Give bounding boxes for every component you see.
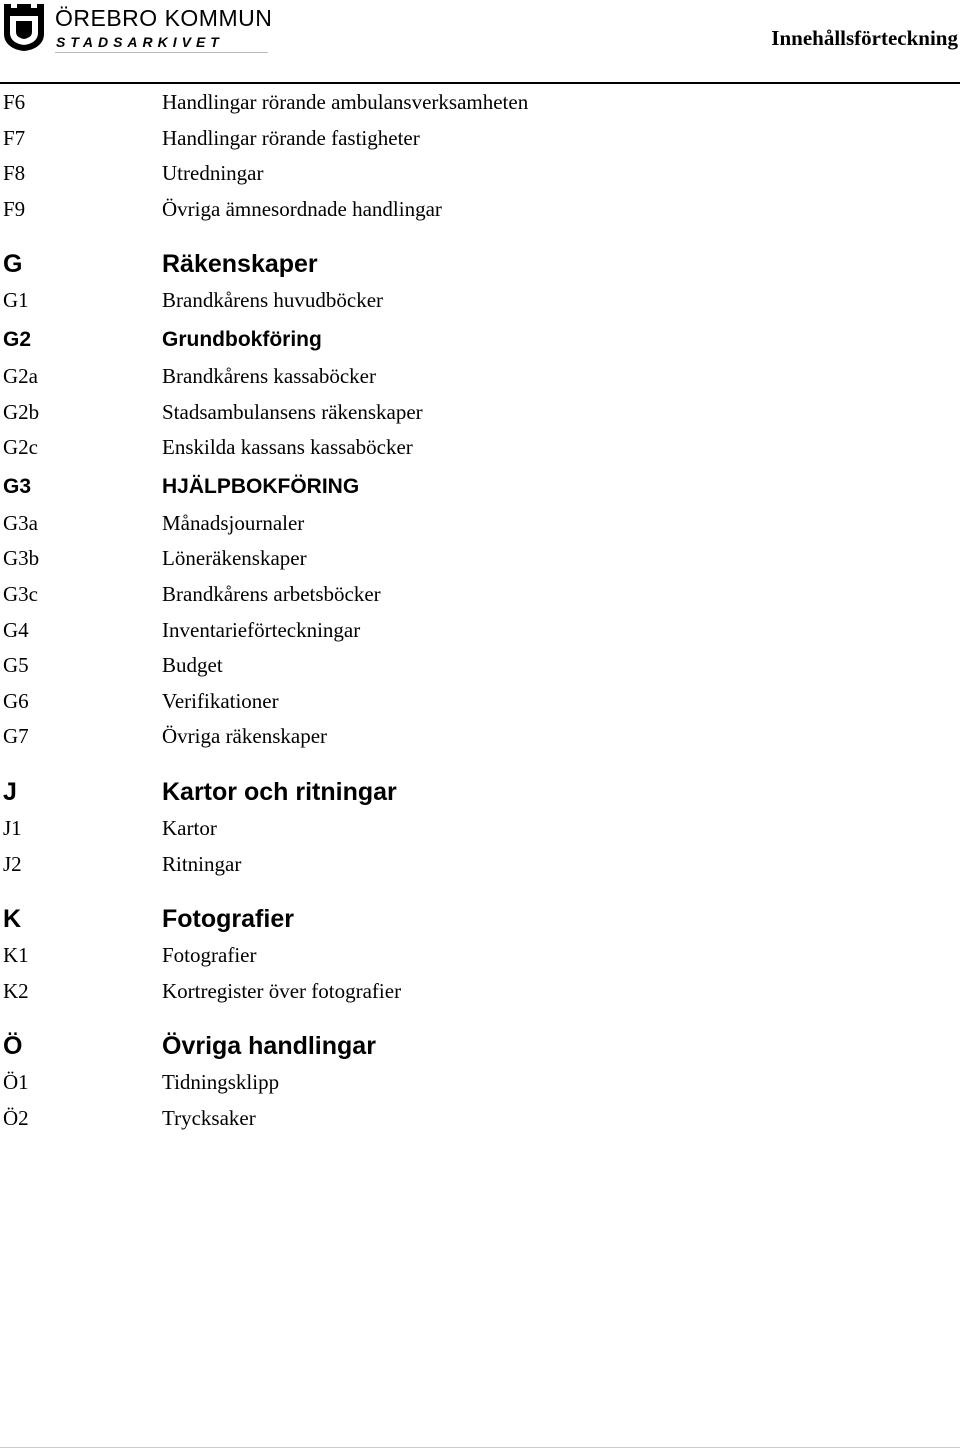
page-title: Innehållsförteckning: [771, 26, 958, 50]
logo-divider: [55, 52, 268, 53]
toc-entry: [0, 155, 960, 191]
toc-section-heading: [0, 226, 960, 282]
toc-label: Fotografier: [162, 943, 257, 968]
toc-entry: [0, 612, 960, 648]
toc-entry: [0, 647, 960, 683]
toc-label: Brandkårens kassaböcker: [162, 363, 376, 388]
toc-entry: [0, 1100, 960, 1136]
toc-label: Övriga ämnesordnade handlingar: [162, 196, 442, 221]
toc-code: J1: [3, 815, 22, 840]
toc-entry: [0, 282, 960, 318]
toc-code: G2b: [3, 399, 40, 424]
toc-section-heading: [0, 754, 960, 810]
toc-code: F6: [3, 90, 26, 114]
toc-code: G2: [3, 327, 32, 351]
toc-code: G3c: [3, 581, 38, 606]
toc-entry: [0, 718, 960, 754]
toc-code: F9: [3, 196, 26, 221]
toc-code: J2: [3, 851, 22, 876]
toc-subsection-heading: [0, 318, 960, 358]
toc-entry: [0, 540, 960, 576]
orebro-kommun-logo: [0, 0, 273, 54]
toc-label: Stadsambulansens räkenskaper: [162, 399, 423, 424]
toc-section-heading: [0, 881, 960, 937]
logo-organization-name: ÖREBRO KOMMUN: [55, 5, 273, 31]
toc-code: G2a: [3, 363, 38, 388]
toc-code: J: [3, 777, 17, 806]
toc-entry: [0, 191, 960, 227]
toc-entry: [0, 973, 960, 1009]
toc-subsection-heading: [0, 465, 960, 505]
toc-entry: [0, 576, 960, 612]
toc-label: Löneräkenskaper: [162, 546, 307, 571]
toc-entry: [0, 394, 960, 430]
toc-label: Kartor och ritningar: [162, 777, 397, 806]
toc-code: K2: [3, 978, 29, 1003]
toc-entry: [0, 358, 960, 394]
toc-label: HJÄLPBOKFÖRING: [162, 474, 360, 498]
toc-label: Månadsjournaler: [162, 510, 305, 535]
toc-entry: [0, 84, 960, 120]
toc-label: Räkenskaper: [162, 250, 318, 279]
toc-label: Brandkårens huvudböcker: [162, 288, 384, 313]
toc-label: Utredningar: [162, 161, 264, 186]
toc-code: G3: [3, 474, 32, 498]
toc-code: K1: [3, 943, 29, 968]
toc-code: K: [3, 905, 22, 934]
toc-code: G3a: [3, 510, 38, 535]
toc-code: Ö1: [3, 1070, 29, 1095]
toc-entry: [0, 429, 960, 465]
toc-section-heading: [0, 1008, 960, 1064]
toc-entry: [0, 937, 960, 973]
toc-label: Handlingar rörande ambulansverksamheten: [162, 90, 529, 114]
toc-label: Fotografier: [162, 905, 294, 934]
toc-label: Ritningar: [162, 851, 242, 876]
toc-entry: [0, 505, 960, 541]
toc-label: Brandkårens arbetsböcker: [162, 581, 381, 606]
toc-label: Enskilda kassans kassaböcker: [162, 435, 413, 460]
logo-department-name: STADSARKIVET: [56, 34, 224, 50]
toc-entry: [0, 683, 960, 719]
toc-label: Tidningsklipp: [162, 1070, 280, 1095]
toc-label: Övriga handlingar: [162, 1032, 376, 1061]
toc-code: G1: [3, 288, 29, 313]
toc-label: Övriga räkenskaper: [162, 724, 328, 749]
toc-entry: [0, 120, 960, 156]
castle-emblem-icon: [2, 2, 46, 52]
toc-label: Budget: [162, 653, 223, 678]
toc-code: F8: [3, 161, 26, 186]
toc-code: Ö: [3, 1032, 23, 1061]
toc-entry: [0, 846, 960, 882]
toc-code: Ö2: [3, 1105, 29, 1130]
toc-label: Verifikationer: [162, 688, 279, 713]
toc-label: Kortregister över fotografier: [162, 978, 402, 1003]
toc-label: Kartor: [162, 815, 217, 840]
toc-label: Grundbokföring: [162, 327, 322, 351]
toc-code: G3b: [3, 546, 40, 571]
toc-label: Inventarieförteckningar: [162, 617, 361, 642]
footer-divider: [0, 1447, 960, 1448]
toc-entry: [0, 1064, 960, 1100]
toc-code: G: [3, 250, 23, 279]
toc-code: G5: [3, 653, 29, 678]
toc-code: G2c: [3, 435, 38, 460]
toc-code: G4: [3, 617, 29, 642]
toc-code: G6: [3, 688, 29, 713]
toc-label: Trycksaker: [162, 1105, 256, 1130]
toc-code: G7: [3, 724, 29, 749]
toc-code: F7: [3, 125, 26, 150]
toc-label: Handlingar rörande fastigheter: [162, 125, 420, 150]
toc-entry: [0, 810, 960, 846]
table-of-contents: [0, 84, 960, 1135]
